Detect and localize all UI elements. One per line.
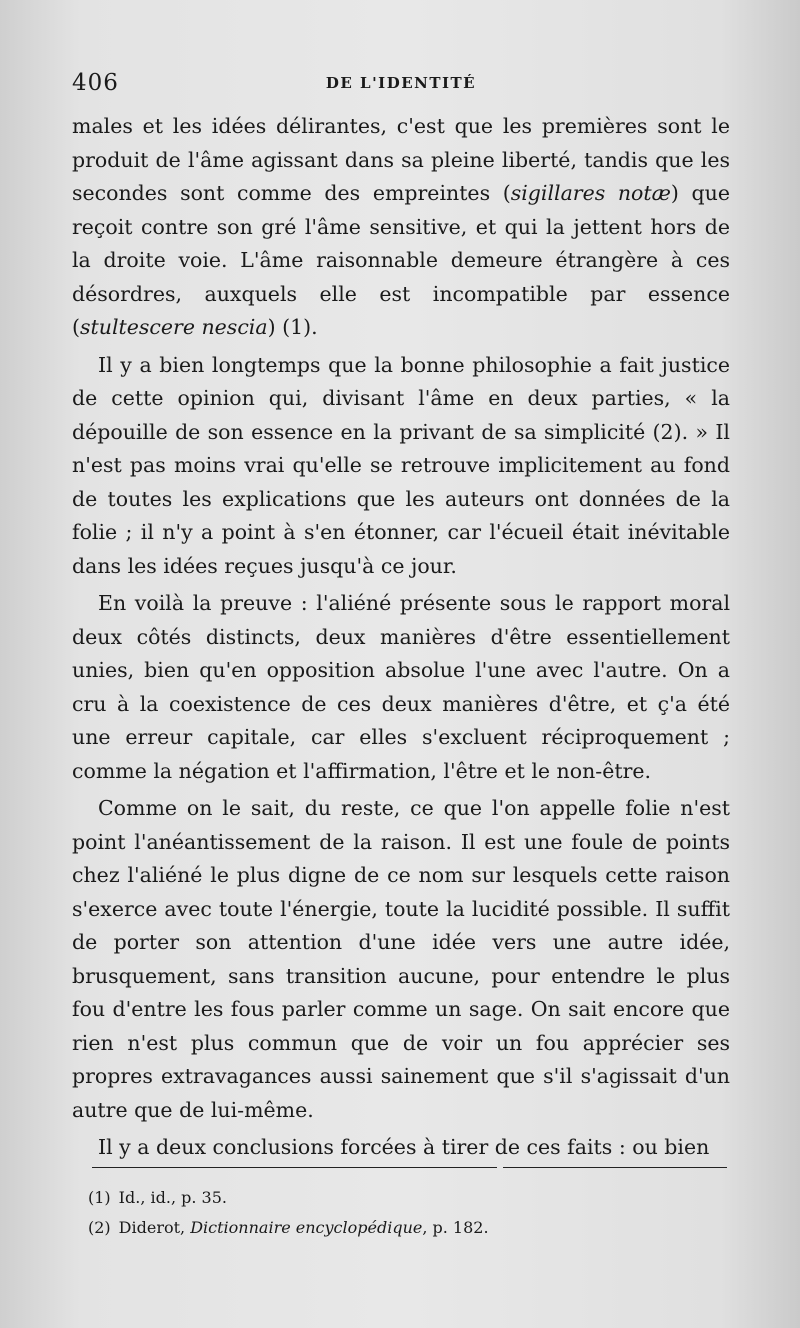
paragraph — [72, 1131, 730, 1165]
running-title: DE L'IDENTITÉ — [325, 74, 477, 92]
paragraph — [72, 587, 730, 788]
footnote-rule — [92, 1167, 497, 1168]
book-title: Dictionnaire encyclopédique — [190, 1218, 423, 1237]
footnote-rule — [503, 1167, 727, 1168]
page-number: 406 — [72, 70, 119, 96]
body-text — [72, 110, 730, 1169]
footnote — [88, 1183, 728, 1213]
footnote-text: Diderot, — [118, 1218, 191, 1237]
text-segment: En voilà la preuve : l'aliéné présente sous le rapport moral deux côtés distincts, deux manières d'être essentiellement unies, bien qu'en opposition absolue l'une avec l'autre. On a cru à la coexistence de ces deux manières d'être, et ç'a été une erreur capitale, car elles s'excluent réciproquement ; comme la négation et l'affirmation, l'être et le non-être. — [72, 591, 730, 783]
latin-term: stultescere nescia — [80, 315, 268, 339]
text-segment: ) que reçoit contre son gré l'âme sensitive, et qui la jettent hors de la droite voie. L'âme raisonnable demeure étrangère à ces désordres, auxquels elle est incompatible par essence ( — [72, 181, 730, 339]
footnote-text: Id., id., p. 35. — [118, 1188, 227, 1207]
latin-term: sigillares notæ — [510, 181, 671, 205]
paragraph — [72, 349, 730, 584]
footnote-mark: (1) — [88, 1188, 111, 1207]
text-segment: Il y a bien longtemps que la bonne philosophie a fait justice de cette opinion qui, divisant l'âme en deux parties, « la dépouille de son essence en la privant de sa simplicité (2). » Il n'est pas moins vrai qu'elle se retrouve implicitement au fond de toutes les explications que les auteurs ont données de la folie ; il n'y a point à s'en étonner, car l'écueil était inévitable dans les idées reçues jusqu'à ce jour. — [72, 352, 730, 578]
running-head — [72, 70, 730, 102]
footnote-mark: (2) — [88, 1218, 111, 1237]
paragraph — [72, 792, 730, 1127]
footnotes — [88, 1183, 728, 1243]
footnote — [88, 1213, 728, 1243]
text-segment: Comme on le sait, du reste, ce que l'on appelle folie n'est point l'anéantissement de la raison. Il est une foule de points chez l'aliéné le plus digne de ce nom sur lesquels cette raison s'exerce avec toute l'énergie, toute la lucidité possible. Il suffit de porter son attention d'une idée vers une autre idée, brusquement, sans transition aucune, pour entendre le plus fou d'entre les fous parler comme un sage. On sait encore que rien n'est plus commun que de voir un fou apprécier ses propres extravagances aussi sainement que s'il s'agissait d'un autre que de lui-même. — [72, 796, 730, 1122]
footnote-text: , p. 182. — [422, 1218, 489, 1237]
paragraph — [72, 110, 730, 345]
text-segment: males et les idées délirantes, c'est que les premières sont le produit de l'âme agissant dans sa pleine liberté, tandis que les secondes sont comme des empreintes ( — [72, 114, 730, 205]
text-segment: Il y a deux conclusions forcées à tirer de ces faits : ou bien — [98, 1135, 710, 1159]
text-segment: ) (1). — [267, 315, 318, 339]
